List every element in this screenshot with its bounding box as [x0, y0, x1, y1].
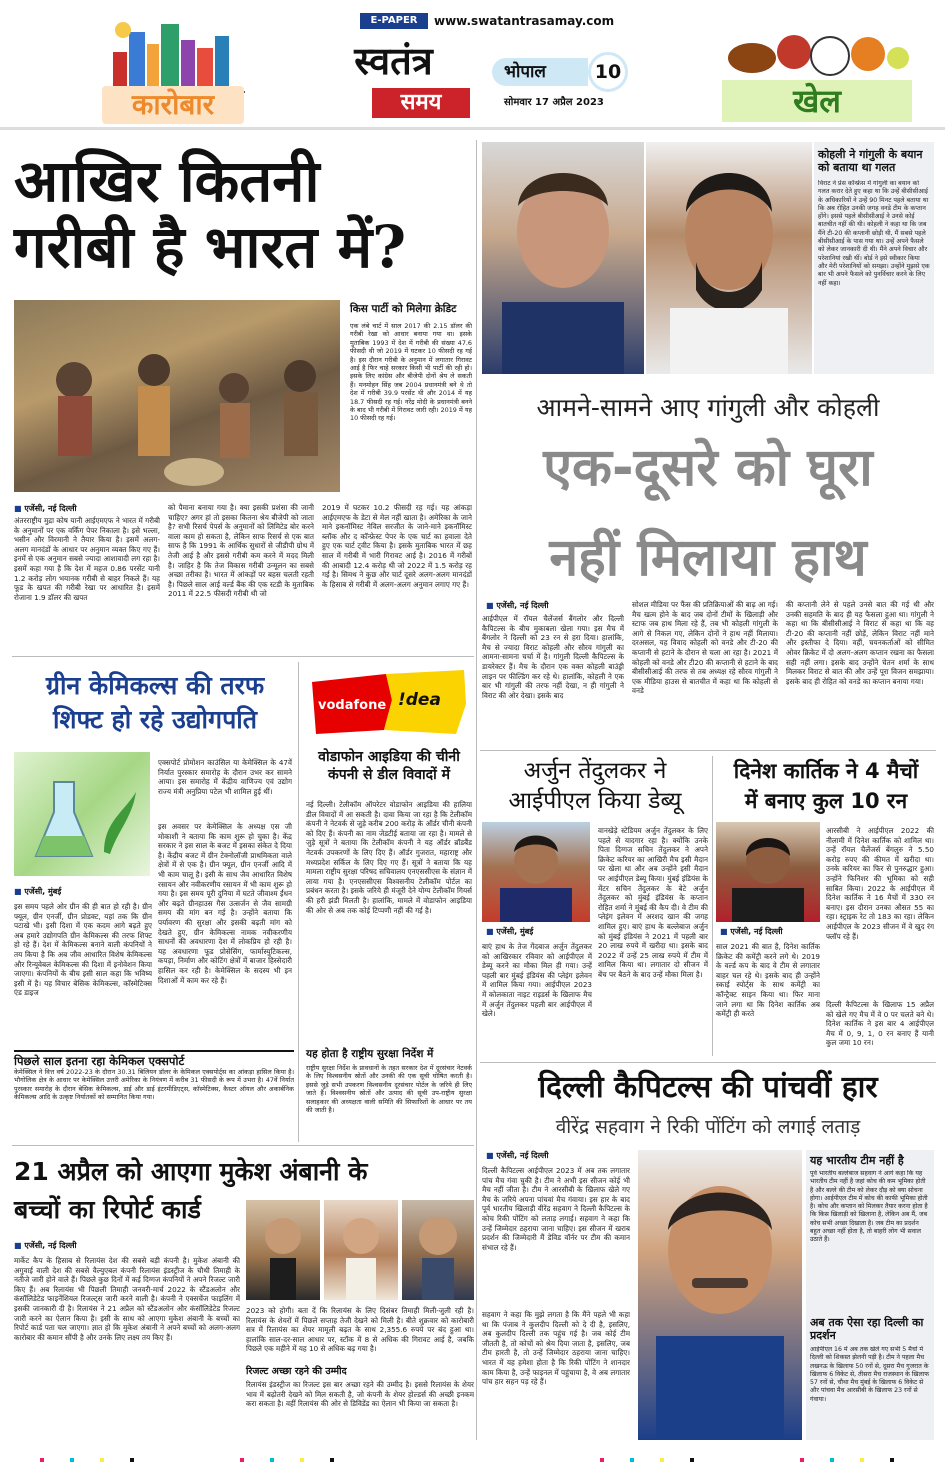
idea-logo-text: !dea	[398, 690, 441, 710]
sports-balls-icon	[722, 18, 912, 80]
kohli-kicker: आमने-सामने आए गांगुली और कोहली	[536, 393, 880, 422]
kohli-col1: आईपीएल में रॉयल चैलेंजर्स बैंगलोर और दिल्ली कैपिटल्स के बीच मुकाबला खेला गया। इस मैच में बैंगलोर ने दिल्ली को 23 रन से हरा दिया। हालांकि, मैच से ज्यादा विराट कोहली और सौरव गांगुली का आमना-सामना चर्चा में है। गांगुली दिल्ली कैपिटल्स के डायरेक्टर हैं। मैच के दौरान एक वक्त कोहली बाउंड्री लाइन पर फील्डिंग कर रहे थे। हालांकि, कोहली ने एक बार भी गांगुली की तरफ नहीं देखा, न ही गांगुली ने विराट की ओर देखा। इसके बाद	[482, 614, 624, 700]
ambani-byline: ■ एजेंसी, नई दिल्ली	[14, 1240, 77, 1251]
section-title-sports: खेल	[793, 82, 841, 120]
poverty-headline-line1: आखिर कितनी	[14, 147, 320, 215]
green-headline-line1: ग्रीन केमिकल्स की तरफ	[45, 671, 265, 700]
kohli-photo	[646, 142, 812, 374]
print-color-strip	[0, 1450, 945, 1468]
brand-logo-top: स्वतंत्र	[354, 39, 433, 83]
arjun-photo	[482, 822, 590, 922]
divider-poverty	[12, 656, 474, 657]
section-title-business: कारोबार	[131, 88, 215, 121]
green-byline: ■ एजेंसी, मुंबई	[14, 886, 61, 897]
epaper-badge: E-PAPER	[360, 13, 428, 29]
karthik-col-bottom: दिल्ली कैपिटल्स के खिलाफ 15 अप्रैल को खेले गए मैच में वे 0 पर चलते बने थे। दिनेश कार्तिक ने इस बार 4 आईपीएल मैच में 0, 9, 1, 0 रन बनाए हैं यानी कुल जमा 10 रन।	[826, 1000, 934, 1048]
ambani-photo-anant	[402, 1200, 474, 1300]
vodafone-text: नई दिल्ली। टेलीकॉम ऑपरेटर वोडाफोन आइडिया की हालिया डील विवादों में आ सकती है। दावा किया जा रहा है कि टेलीकॉम कंपनी ने नेटवर्क से जुड़े करीब 200 करोड़ के ऑर्डर चीनी कंपनी को दिए हैं। कंपनी का नाम जेडटीई बताया जा रहा है। मामले से जुड़े सूत्रों ने बताया कि टेलीकॉम कंपनी ने यह ऑर्डर ब्रॉडबैंड नेटवर्क उपकरणों के लिए दिए हैं। ऑर्डर गुजरात, महाराष्ट्र और मध्यप्रदेश सर्किल के लिए दिए गए हैं। सूत्रों ने बताया कि यह मामला राष्ट्रीय सुरक्षा परिषद सचिवालय एनएससीएस के संज्ञान में लाया गया है। एनएससीएस विश्वसनीय टेलीकॉम पोर्टल का प्रबंधन करता है। इसके जरिये ही मंजूरी देने योग्य टेलीकॉम गियर्स की हरी झंडी मिलती है। हालांकि, मामले में वोडाफोन आइडिया की ओर से अब तक कोई टिप्पणी नहीं की गई है।	[306, 800, 472, 915]
vodafone-subtext: राष्ट्रीय सुरक्षा निर्देश के प्रावधानों के तहत सरकार देश में दूरसंचार नेटवर्क के लिए विश्वसनीय स्रोतों और उनकी की एक सूची घोषित करती है। इससे जुड़े सभी उपकरण विश्वसनीय दूरसंचार पोर्टल के जरिये ही लिए जाते हैं। विश्वसनीय स्रोतों और उत्पाद की सूची उप-राष्ट्रीय सुरक्षा सलाहकार की अध्यक्षता वाली समिति की सिफारिशों के आधार पर तय की जाती है।	[306, 1064, 472, 1115]
kohli-headline-line2: नहीं मिलाया हाथ	[549, 528, 867, 588]
divider-delhi	[480, 1062, 936, 1063]
sehwag-sidebar-text: पूर्व भारतीय बल्लेबाज सहवाग ने आगे कहा कि यह भारतीय टीम नहीं है जहां कोच की कम भूमिका होती है और बल्ले की टीम को लेकर दौड़ को क्या सोचना होगा। आईपीएल टीम में कोच की काफी भूमिका होती है। कोच और कप्तान को मिलकर तैयार करना होता है कि किस खिलाड़ी को खिलाना है, लेकिन अब मैं, जब कोच सभी अच्छा दिखाता है। जब टीम का प्रदर्शन बहुत अच्छा नहीं होता है, तो बाहरी लोग भी सवाल उठाते हैं।	[810, 1170, 928, 1244]
page-divider	[476, 140, 477, 1440]
ambani-photo-isha	[324, 1200, 398, 1300]
ambani-headline-line1: 21 अप्रैल को आएगा मुकेश अंबानी के	[14, 1157, 368, 1186]
chem-text: केमेक्सिल ने वित्त वर्ष 2022-23 के दौरान 30.31 बिलियन डॉलर के केमिकल एक्सपोर्ट्स का आंकड़ा हासिल किया है। भौगोलिक क्षेत्र के आधार पर केमेक्सिल उत्तरी अमेरिका के नियंत्रण में करीब 31 फीसदी के रूप में उभरा है। 47वें निर्यात पुरस्कार समारोह के दौरान बेसिक केमिकल्स, डाई और डाई इंटरमीडिएट्स, कॉस्मेटिक्स, कैस्टर ऑयल और अकार्बनिक केमिकल्स आदि के उत्कृष्ट निर्यातकों को सम्मानित किया गया।	[14, 1068, 294, 1102]
green-chemicals-photo	[14, 752, 150, 876]
masthead	[0, 0, 945, 130]
kohli-sidebar-title: कोहली ने गांगुली के बयान को बताया था गलत	[818, 148, 923, 174]
karthik-headline-line2: में बनाए कुल 10 रन	[744, 789, 908, 813]
delhi-performance-title: अब तक ऐसा रहा दिल्ली का प्रदर्शन	[810, 1316, 924, 1342]
green-col-right: इस अवसर पर केमेक्सिल के अध्यक्ष एस जी मोकाशी ने बताया कि काम शुरू हो चुका है। केंद्र सरकार ने इस साल के बजट में इसका संकेत दे दिया है। केंद्रीय बजट में ग्रीन टेक्नोलॉजी प्राथमिकता वाले क्षेत्रों में से एक है। ग्रीन फ्यूल, ग्रीन एनर्जी आदि में भी काम चालू है। इसी के साथ जैव आधारित विशेष रसायन और नवीकरणीय रसायन में भी काम शुरू हो गया है। इस समय पूरी दुनिया में घटते जीवाश्म ईंधन और बढ़ते ग्रीनहाउस गैस उत्सर्जन से जैव सामग्री समय की मांग बन गई है। उन्होंने बताया कि पर्यावरण की सुरक्षा और इसकी बढ़ती मांग को देखते हुए, ग्रीन केमिकल्स नामक नवीकरणीय साधनों की अवधारणा देश में लोकप्रिय हो रही है। यह अवधारणा फूड प्रोसेसिंग, फार्मास्युटिकल्स, कपड़ा, निर्माण और कोटिंग क्षेत्रों में बाजार हिस्सेदारी हासिल कर रही है। केमेक्सिल के सदस्य भी इन दिशाओं में काम कर रहे हैं।	[158, 822, 292, 985]
divider-ambani	[12, 1145, 474, 1146]
delhi-byline: ■ एजेंसी, नई दिल्ली	[486, 1150, 549, 1161]
vodafone-headline-line1: वोडाफोन आइडिया की चीनी	[318, 749, 460, 765]
arjun-byline: ■ एजेंसी, मुंबई	[486, 926, 533, 937]
divider-kohli	[480, 750, 936, 751]
arjun-headline-line1: अर्जुन तेंदुलकर ने	[523, 758, 667, 784]
ganguly-photo	[482, 142, 644, 374]
poverty-col3: 2019 में घटकर 10.2 फीसदी रह गई। यह आंकड़ा आईएमएफ के डेटा से मेल नहीं खाता है। अमेरिका के जाने माने इकनॉमिस्ट नेविल सरजीत के जाने-माने इकनॉमिस्ट ब्लॉक और द कॉन्फ्रेस्ट पेपर के एक चार्ट का हवाला देते हुए एक चार्ट ट्वीट किया है। इसके मुताबिक भारत में छह साल में गरीबी में भारी गिरावट आई है। 2016 में गरीबों की आबादी 12.4 करोड़ थी जो 2022 में 1.5 करोड़ रह गई है। सिमथ ने कुछ और चार्ट दूसरे अलग-अलग मानदंडों के हिसाब से गरीबी में अलग-अलग अनुमान लगाए गए हैं।	[322, 503, 472, 589]
green-intro: एक्सपोर्ट प्रोमोशन काउंसिल या केमेक्सिल के 47वें निर्यात पुरस्कार समारोह के दौरान उभर कर सामने आया। इस समारोह में केंद्रीय वाणिज्य एवं उद्योग राज्य मंत्री अनुप्रिया पटेल भी शामिल हुई थीं।	[158, 758, 292, 796]
karthik-col-left: साल 2021 की बात है, दिनेश कार्तिक क्रिकेट की कमेंट्री करने लगे थे। 2019 के वर्ल्ड कप के बाद वे टीम से लगातार बाहर चल रहे थे। इसके बाद ही उन्होंने स्काई स्पोर्ट्स के साथ कमेंट्री का कॉन्ट्रैक्ट साइन किया था। फिर माना जाने लगा था कि दिनेश कार्तिक अब कमेंट्री ही करते	[716, 942, 820, 1019]
poverty-col2: को पैमाना बनाया गया है। क्या इसकी प्रशंसा की जानी चाहिए? अगर हां तो इसका कितना श्रेय बीजेपी को जाता है? सभी रिसर्च पेपर्स के अनुमानों को लिमिटेड बोर करने वाला काम हो सकता है, लेकिन साफ रिसर्च से एक बात साफ है कि 1991 के आर्थिक सुधारों से जीडीपी ग्रोथ में तेजी आई है और इससे गरीबी कम करने में मदद मिली है। जाहिर है कि तेज विकास गरीबी उन्मूलन का सबसे अच्छा तरीका है। भारत में आंकड़ों पर बहस चलती रहती है। पिछले साल आई वर्ल्ड बैंक की एक स्टडी के मुताबिक 2011 में 22.5 फीसदी गरीबी थी जो	[168, 503, 314, 599]
delhi-col2: सहवाग ने कहा कि मुझे लगता है कि मैंने पहले भी कहा था कि पंजाब ने कुलदीप दिल्ली को दे दी है, इसलिए, अब कुलदीप दिल्ली तक पहुंच गई है। जब कोई टीम जीतती है, तो कोचों को श्रेय दिया जाता है, इसलिए, जब टीम हारती है, तो उन्हें जिम्मेदार ठहराया जाना चाहिए। भारत में यह हमेशा होता है कि रिकी पोंटिंग ने शानदार काम किया है, उन्हें फाइनल में पहुंचाया है, वे अब लगातार पांच हार सहन पड़ रहे हैं।	[482, 1310, 630, 1387]
delhi-col1: दिल्ली कैपिटल्स आईपीएल 2023 में अब तक लगातार पांच मैच गंवा चुकी है। टीम ने अभी इस सीजन कोई भी मैच नहीं जीता है। टीम ने आरसीबी के खिलाफ खेले गए मैच के जरिये अपना पांचवां मैच गंवाया। इस हार के बाद पूर्व भारतीय खिलाड़ी वीरेंद्र सहवाग ने दिल्ली कैपिटल्स के कोच रिकी पोंटिंग को लताड़ लगाई। सहवाग ने कहा कि उन्हें जिम्मेदार ठहराया जाना चाहिए। इस सीजन में खराब प्रदर्शन की जिम्मेदारी मैं डेविड वॉर्नर पर टीम की कमान संभाल रहे हैं।	[482, 1166, 630, 1252]
vodafone-subheadline: यह होता है राष्ट्रीय सुरक्षा निर्देश में	[306, 1048, 434, 1060]
ambani-subtext: रिलायंस इंडस्ट्रीज का रिजल्ट इस बार अच्छा रहने की उम्मीद है। इससे रिलायंस के शेयर भाव में बढ़ोतरी देखने को मिल सकती है, जो कंपनी के शेयर होल्डर्स की अच्छी इनकम करा सकता है। वहीं रिलायंस की ओर से डिविडेंड का ऐलान भी किया जा सकता है।	[246, 1380, 474, 1409]
vodafone-headline-line2: कंपनी से डील विवादों में	[328, 767, 450, 783]
green-col-left: इस समय पहले ओर ग्रीन की ही बात हो रही है। ग्रीन फ्यूल, ग्रीन एनर्जी, ग्रीन प्रोडक्ट, यहां तक कि ग्रीन पटाखे भी। इसी दिशा में एक कदम आगे बढ़ते हुए अब हमारे उद्योगपति ग्रीन केमिकल्स की तरफ शिफ्ट हो रहे हैं। देश में केमिकल्स बनाने वाली कंपनियों ने तय किया है कि अब जीव आधारित विशेष केमिकल्स और रिन्यूवेबल केमिकल्स की दिशा में इनोवेशन किया जाएगा। कंपनियों के बीच इसी साल कहा कि भविष्य इसी में है। यह विचार बेसिक केमिकल्स, कॉस्मेटिक्स एंड डाइज	[14, 902, 152, 998]
poverty-photo	[14, 300, 340, 492]
delhi-headline: दिल्ली कैपिटल्स की पांचवीं हार	[538, 1070, 878, 1105]
chem-headline: पिछले साल इतना रहा केमिकल एक्सपोर्ट	[14, 1050, 294, 1068]
kohli-headline-line1: एक-दूसरे को घूरा	[543, 438, 873, 498]
kohli-byline: ■ एजेंसी, नई दिल्ली	[486, 600, 549, 611]
ambani-photo-akash	[246, 1200, 320, 1300]
karthik-col-right: आरसीबी ने आईपीएल 2022 की नीलामी में दिनेश कार्तिक को शामिल था। उन्हें रॉयल चैलेंजर्स बेंगलुरु ने 5.50 करोड़ रुपए की कीमत में खरीदा था। उनके करियर का फिर से पुनरुद्धार हुआ। उन्होंने फिनिशर की भूमिका को सही साबित किया। 2022 के आईपीएल में दिनेश कार्तिक ने 16 मैचों में 330 रन बनाए। इस दौरान उनका औसत 55 का रहा। स्ट्राइक रेट तो 183 का रहा। लेकिन आईपीएल के 2023 सीजन में वे खुद रंग फ्लॉप रहे हैं।	[826, 826, 934, 941]
ambani-subheadline: रिजल्ट अच्छा रहने की उम्मीद	[246, 1366, 347, 1377]
poverty-sidebar-title: किस पार्टी को मिलेगा क्रेडिट	[350, 303, 457, 315]
poverty-col1: अंतरराष्ट्रीय मुद्रा कोष यानी आईएमएफ ने भारत में गरीबी के अनुमानों पर एक वर्किंग पेपर निकाला है। इसे भल्ला, भसीन और विरमानी ने तैयार किया है। इसमें अलग-अलग मानदंडों के आधार पर अनुमान व्यक्त किए गए हैं। इनमें से एक अनुमान सबसे ज्यादा आशावादी लग रहा है। इसमें कहा गया है कि देश में महज 0.86 परसेंट यानी 1.2 करोड़ लोग भयानक गरीबी से बाहर निकले हैं। यह फूड के खपत की गरीबी रेखा पर आधारित है। इसमें रोजाना 1.9 डॉलर की खपत	[14, 516, 160, 602]
karthik-byline: ■ एजेंसी, नई दिल्ली	[720, 926, 783, 937]
karthik-headline-line1: दिनेश कार्तिक ने 4 मैचों	[733, 759, 919, 783]
arjun-headline-line2: आईपीएल किया डेब्यू	[508, 788, 682, 814]
divider-arjun	[712, 756, 713, 1056]
ambani-headline-line2: बच्चों का रिपोर्ट कार्ड	[14, 1195, 201, 1224]
delhi-subheadline: वीरेंद्र सहवाग ने रिकी पोंटिंग को लगाई लताड़	[555, 1116, 861, 1138]
issue-date: सोमवार 17 अप्रैल 2023	[504, 97, 604, 108]
brand-logo-bottom: समय	[372, 88, 470, 118]
kohli-sidebar-text: विराट ने प्रेस कॉन्फ्रेंस में गांगुली का बयान को गलत करार देते हुए कहा था कि उन्हें बीसीसीआई के अधिकारियों ने उन्हें 90 मिनट पहले बताया था कि अब रोहित उनकी जगह वनडे टीम के कप्तान होंगे। इससे पहले बीसीसीआई ने उनसे कोई बातचीत नहीं की थी। कोहली ने कहा था कि जब मैंने टी-20 की कप्तानी छोड़ी थी, मैं सबसे पहले बीसीसीआई के पास गया था। उन्हें अपने फैसले को लेकर जानकारी दी थी। मैंने अपने विचार और परेशानियां रखी थीं। बोर्ड ने इसे स्वीकार किया और मेरी परेशानियों को समझा। उन्होंने मुझसे एक बार भी अपने फैसले को पुनर्विचार करने के लिए नहीं कहा।	[818, 180, 930, 287]
sehwag-photo	[638, 1150, 802, 1440]
website-link[interactable]: www.swatantrasamay.com	[434, 14, 615, 28]
kohli-col3: की कप्तानी लेने से पहले उनसे बात की गई थी और उनकी सहमति के बाद ही यह फैसला हुआ था। गांगुली ने कहा था कि बीसीसीआई ने विराट से कहा था कि वह टी-20 की कप्तानी नहीं छोड़ें, लेकिन विराट नहीं माने और इस्तीफा दे दिया। वहीं, चयनकर्ताओं को सीमित ओवर क्रिकेट में दो अलग-अलग कप्तान रखना का फैसला सही नहीं लगा। इसके बाद उन्होंने चेतन शर्मा के साथ मिलकर विराट से बात की और उन्हें पूरा विजन समझाया। इसके बाद ही रोहित को वनडे का कप्तान बनाया गया।	[786, 600, 934, 686]
karthik-photo	[716, 822, 820, 922]
poverty-headline-line2: गरीबी है भारत में?	[14, 213, 407, 281]
ambani-col-left: मार्केट कैप के हिसाब से रिलायंस देश की सबसे बड़ी कंपनी है। मुकेश अंबानी की अगुवाई वाली देश की सबसे वैल्युएबल कंपनी रिलायंस इंडस्ट्रीज के चौथी तिमाही के नतीजे जारी होने वाले हैं। पिछले कुछ दिनों में कई दिग्गज कंपनियों ने अपने रिजल्ट जारी किए हैं। अब रिलायंस भी पिछली तिमाही जनवरी-मार्च 2022 के स्टैंडअलोन और कंसॉलिडेटेड फाइनेंशियल रिजल्ट्स जारी करने वाली है। कंपनी ने एक्सचेंज फाइलिंग में इसकी जानकारी दी है। रिलायंस ने 21 अप्रैल को स्टैंडअलोन और कंसॉलिडेटेड रिजल्ट जारी करने का ऐलान किया है। इसी के साथ को आएगा मुकेश अंबानी के बच्चों का रिपोर्ट कार्ड पता चल जाएगा। ज्ञात हो कि मुकेश अंबानी ने अपने बच्चों को अलग-अलग कारोबार की कमान सौंपी है और उनके लिए लक्ष्य तय किए हैं।	[14, 1256, 240, 1342]
arjun-col-left: बाएं हाथ के तेज गेंदबाज अर्जुन तेंदुलकर को आखिरकार रविवार को आईपीएल में डेब्यू करने का मौका मिल ही गया। उन्हें पहली बार मुंबई इंडियंस की प्लेइंग इलेवन में शामिल किया गया। आईपीएल 2023 में कोलकाता नाइट राइडर्स के खिलाफ मैच में अर्जुन तेंदुलकर पहली बार आईपीएल में खेले।	[482, 942, 592, 1019]
delhi-performance-text: आईपीएल 16 में अब तक खेले गए सभी 5 मैचों में दिल्ली को शिकस्त झेलनी पड़ी है। टीम ने पहला मैच लखनऊ के खिलाफ 50 रनों से, दूसरा मैच गुजरात के खिलाफ 6 विकेट से, तीसरा मैच राजस्थान के खिलाफ 57 रनों से, चौथा मैच मुंबई के खिलाफ 6 विकेट से और पांचवा मैच आरसीबी के खिलाफ 23 रनों से गंवाया।	[810, 1346, 930, 1403]
green-headline-line2: शिफ्ट हो रहे उद्योगपति	[52, 705, 258, 734]
page-number: 10	[588, 52, 628, 92]
vodafone-logo-text: vodafone	[318, 698, 387, 713]
poverty-sidebar-text: एक लंबे चार्ट में साल 2017 की 2.15 डॉलर की गरीबी रेखा को आधार बनाया गया था। इसके मुताबिक 1993 में देश में गरीबी की संख्या 47.6 फीसदी थी जो 2019 में घटकर 10 फीसदी रह गई है। इस दौरान गरीबी के अनुमान में लगातार गिरावट आई है फिर चाहे सरकार किसी भी पार्टी की रही हो। इसके लिए कांग्रेस और बीजेपी दोनों श्रेय ले सकती हैं। मनमोहन सिंह जब 2004 प्रधानमंत्री बने थे तो देश में गरीबी 39.9 परसेंट थी और 2014 में यह 18.7 फीसदी रह गई। नरेंद्र मोदी के प्रधानमंत्री बनने के बाद भी गरीबी में गिरावट जारी रही। 2019 में यह 10 फीसदी रह गई।	[350, 322, 472, 423]
arjun-col-right: वानखेड़े स्टेडियम अर्जुन तेंदुलकर के लिए पहले से यादगार रहा है। क्योंकि उनके पिता दिग्गज सचिन तेंदुलकर ने अपने क्रिकेट करियर का आखिरी मैच इसी मैदान पर खेला था और अब उन्होंने इसी मैदान पर आईपीएल डेब्यू किया। मुंबई इंडियंस के मेंटर सचिन तेंदुलकर के बेटे अर्जुन तेंदुलकर को मुंबई इंडियंस के कप्तान रोहित शर्मा ने मुंबई की कैप दी। वे टीम की प्लेइंग इलेवन में अरशद खान की जगह शामिल हुए। बाएं हाथ के बल्लेबाज अर्जुन को मुंबई इंडियंस ने 2021 में पहली बार 20 लाख रुपये में खरीदा था। इसके बाद 2022 में उन्हें 25 लाख रुपये में टीम में शामिल किया था। लगातार दो सीजन में बेंच पर बैठने के बाद उन्हें मौका मिला है।	[598, 826, 708, 979]
poverty-byline: ■ एजेंसी, नई दिल्ली	[14, 503, 77, 514]
sehwag-sidebar-title: यह भारतीय टीम नहीं है	[810, 1154, 904, 1167]
city-name: भोपाल	[504, 62, 546, 82]
kohli-col2: सोशल मीडिया पर फैंस की प्रतिक्रियाओं की बाढ़ आ गई। मैच खत्म होने के बाद जब दोनों टीमों के खिलाड़ी और स्टाफ जब हाथ मिला रहे हैं, तब भी कोहली गांगुली के आगे से निकल गए, लेकिन दोनों ने हाथ नहीं मिलाया। दरअसल, यह विवाद कोहली को वनडे और टी-20 की कप्तानी से हटाने के दौरान से चला आ रहा है। 2021 में कोहली को वनडे और टी20 की कप्तानी से हटाने के बाद बीसीसीआई की तरफ से तब अध्यक्ष रहे सौरव गांगुली ने एक मीडिया हाउस से बातचीत में कहा था कि कोहली से वनडे	[632, 600, 778, 696]
divider-vodafone	[298, 662, 299, 1142]
ambani-col-right: 2023 को होगी। बता दें कि रिलायंस के लिए दिसंबर तिमाही मिली-जुली रही है। रिलायंस के शेयरों में पिछले सप्ताह तेजी देखने को मिली है। बीते शुक्रवार को कारोबारी सत्र में रिलायंस का शेयर मामूली बढ़त के साथ 2,355.6 रुपये पर बंद हुआ था। हालांकि साल-दर-साल आधार पर, स्टॉक में 8 से अधिक की गिरावट आई है, जबकि पिछले एक महीने में यह 10 से अधिक बढ़ गया है।	[246, 1306, 474, 1354]
